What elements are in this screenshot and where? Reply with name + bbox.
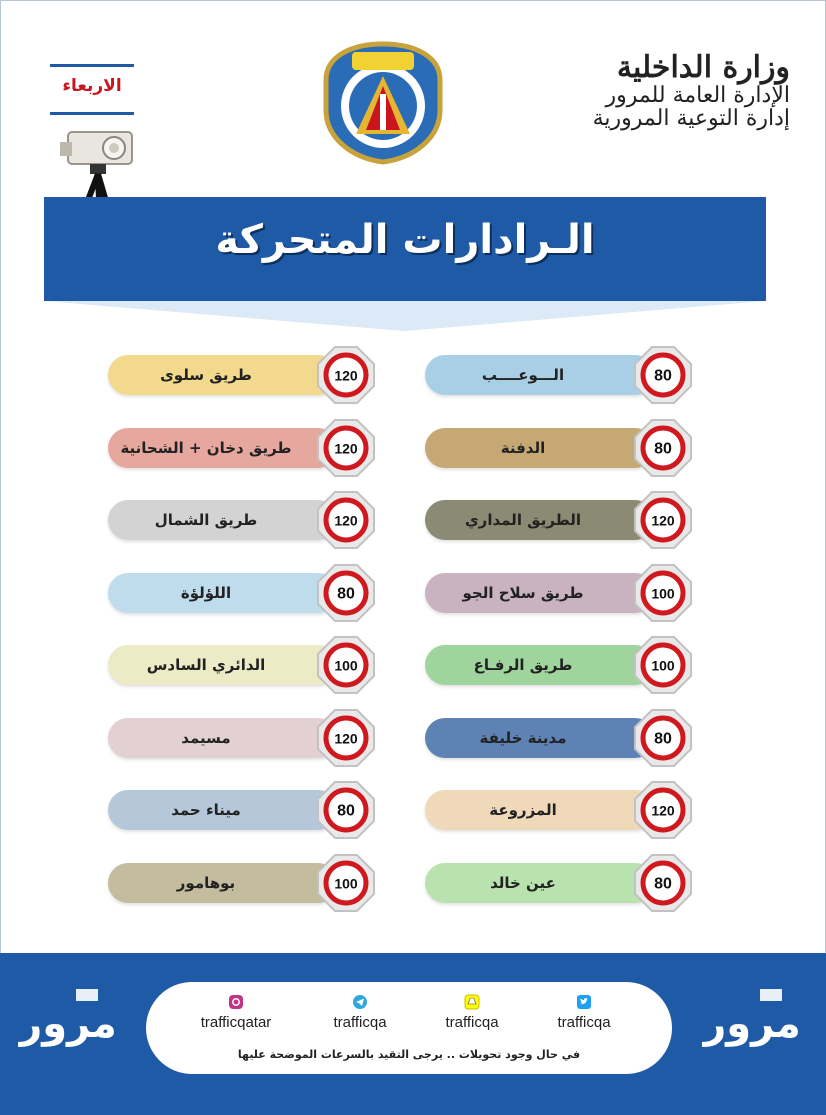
location-name: مسيمد bbox=[181, 729, 231, 747]
location-name: مدينة خليفة bbox=[479, 729, 567, 747]
location-name: طريق الرفـاع bbox=[473, 656, 573, 674]
instagram-handle: trafficqatar bbox=[200, 1014, 272, 1031]
brand-text: مرور bbox=[703, 1001, 801, 1047]
speed-limit-value: 120 bbox=[334, 512, 358, 529]
detour-notice: في حال وجود تحويلات .. يرجى التقيد بالسرعات الموضحة عليها bbox=[237, 1048, 581, 1061]
social-instagram[interactable] bbox=[186, 994, 286, 1031]
location-pill bbox=[425, 500, 655, 540]
location-name: الـــوعــــب bbox=[481, 366, 565, 384]
location-name: الدفنة bbox=[500, 439, 546, 457]
speed-limit-value: 120 bbox=[334, 440, 358, 457]
speed-limit-value: 100 bbox=[334, 875, 358, 892]
location-name: طريق سلوى bbox=[160, 366, 252, 384]
location-pill bbox=[425, 645, 655, 685]
speed-limit-value: 100 bbox=[334, 657, 358, 674]
speed-limit-sign bbox=[633, 635, 693, 695]
title-banner bbox=[44, 197, 766, 301]
location-pill bbox=[425, 718, 655, 758]
social-twitter[interactable] bbox=[534, 994, 634, 1031]
speed-limit-sign bbox=[633, 780, 693, 840]
location-name: الدائري السادس bbox=[146, 656, 266, 674]
brand-text: مرور bbox=[19, 1001, 117, 1047]
speed-limit-value: 80 bbox=[337, 802, 355, 820]
location-name: طريق الشمال bbox=[154, 511, 258, 529]
location-pill bbox=[425, 355, 655, 395]
day-bottom-line bbox=[50, 112, 134, 115]
speed-limit-value: 120 bbox=[334, 730, 358, 747]
speed-limit-sign bbox=[316, 490, 376, 550]
speed-limit-sign bbox=[633, 345, 693, 405]
location-name: المزروعة bbox=[489, 801, 557, 819]
location-pill bbox=[108, 428, 338, 468]
speed-limit-value: 120 bbox=[334, 367, 358, 384]
ministry-name: وزارة الداخلية bbox=[616, 50, 790, 85]
muroor-logo-left bbox=[18, 985, 118, 1055]
location-pill bbox=[425, 863, 655, 903]
telegram-handle: trafficqa bbox=[333, 1014, 387, 1031]
speed-limit-sign bbox=[316, 563, 376, 623]
speed-limit-sign bbox=[633, 418, 693, 478]
ministry-header bbox=[540, 52, 790, 130]
speed-limit-sign bbox=[633, 853, 693, 913]
location-pill bbox=[108, 573, 338, 613]
speed-limit-sign bbox=[316, 418, 376, 478]
instagram-icon bbox=[228, 994, 244, 1010]
speed-limit-sign bbox=[633, 563, 693, 623]
location-pill bbox=[425, 573, 655, 613]
speed-limit-value: 80 bbox=[654, 875, 672, 893]
location-name: اللؤلؤة bbox=[180, 584, 232, 602]
location-pill bbox=[425, 790, 655, 830]
speed-limit-sign bbox=[316, 635, 376, 695]
day-top-line bbox=[50, 64, 134, 67]
speed-limit-value: 120 bbox=[651, 802, 675, 819]
speed-limit-value: 80 bbox=[654, 367, 672, 385]
social-telegram[interactable] bbox=[310, 994, 410, 1031]
telegram-icon bbox=[352, 994, 368, 1010]
location-pill bbox=[108, 355, 338, 395]
speed-limit-value: 80 bbox=[654, 730, 672, 748]
speed-limit-sign bbox=[316, 708, 376, 768]
speed-limit-value: 120 bbox=[651, 512, 675, 529]
muroor-logo-right bbox=[702, 985, 802, 1055]
snapchat-handle: trafficqa bbox=[445, 1014, 499, 1031]
speed-limit-value: 100 bbox=[651, 585, 675, 602]
location-pill bbox=[108, 500, 338, 540]
social-snapchat[interactable] bbox=[422, 994, 522, 1031]
location-pill bbox=[108, 645, 338, 685]
speed-limit-value: 80 bbox=[337, 585, 355, 603]
location-name: عين خالد bbox=[490, 874, 556, 892]
speed-limit-value: 80 bbox=[654, 440, 672, 458]
speed-limit-sign bbox=[316, 853, 376, 913]
location-name: طريق دخان + الشحانية bbox=[120, 439, 292, 457]
general-directorate-name: الإدارة العامة للمرور bbox=[605, 82, 790, 108]
banner-title: الـرادارات المتحركة bbox=[215, 217, 595, 263]
location-name: بوهامور bbox=[176, 874, 236, 892]
location-pill bbox=[108, 718, 338, 758]
speed-limit-sign bbox=[316, 345, 376, 405]
day-label: الاربعاء bbox=[62, 76, 122, 96]
location-name: الطريق المداري bbox=[464, 511, 582, 529]
speed-limit-sign bbox=[316, 780, 376, 840]
location-name: ميناء حمد bbox=[171, 801, 241, 819]
location-pill bbox=[425, 428, 655, 468]
twitter-handle: trafficqa bbox=[557, 1014, 611, 1031]
twitter-icon bbox=[576, 994, 592, 1010]
day-label-box bbox=[50, 64, 134, 116]
awareness-department-name: إدارة التوعية المرورية bbox=[592, 105, 790, 131]
location-pill bbox=[108, 863, 338, 903]
speed-limit-sign bbox=[633, 708, 693, 768]
location-name: طريق سلاح الجو bbox=[462, 584, 584, 602]
speed-limit-sign bbox=[633, 490, 693, 550]
speed-limit-value: 100 bbox=[651, 657, 675, 674]
snapchat-icon bbox=[464, 994, 480, 1010]
banner-pointer bbox=[44, 301, 766, 331]
traffic-department-emblem bbox=[322, 40, 444, 166]
location-pill bbox=[108, 790, 338, 830]
